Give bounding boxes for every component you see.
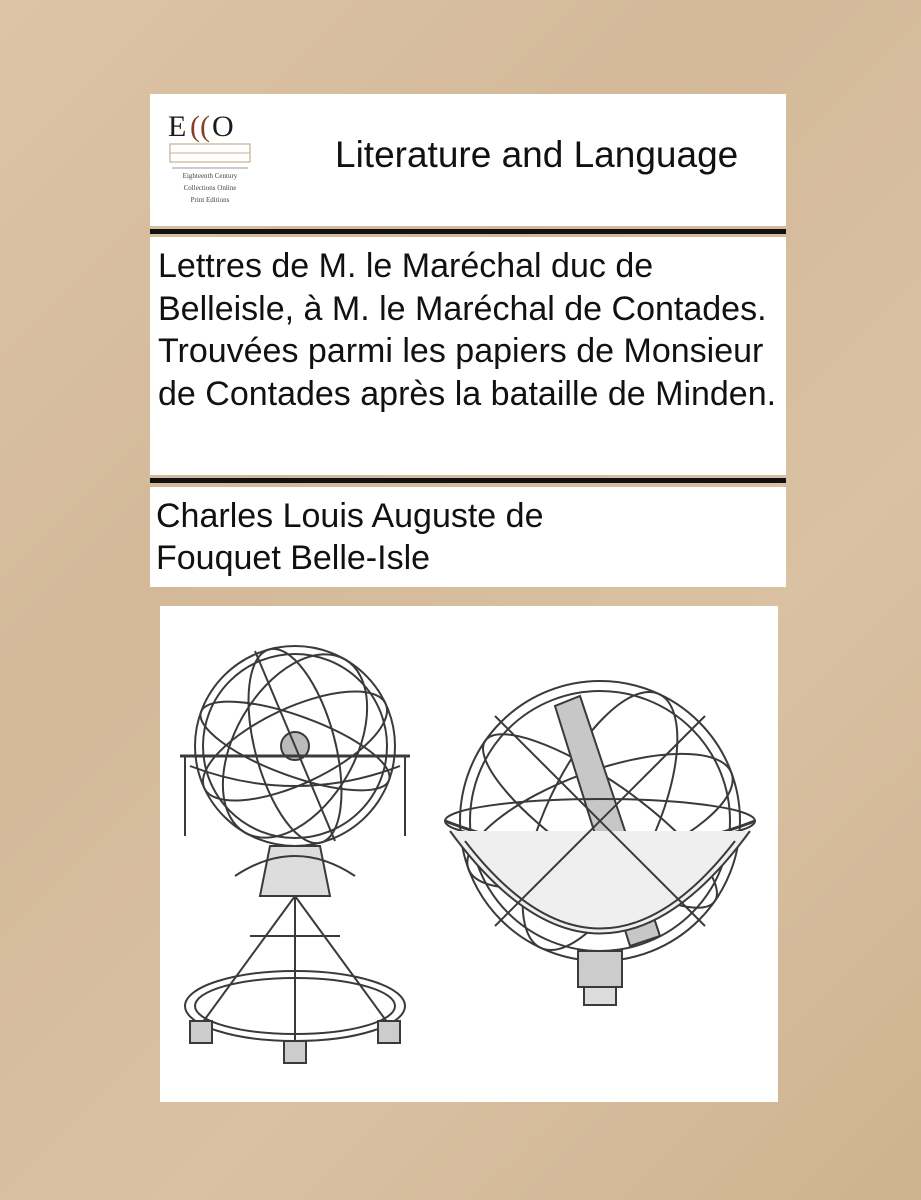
divider-rule	[150, 229, 786, 234]
illustration-panel	[160, 606, 778, 1102]
svg-text:((: ((	[190, 110, 210, 143]
book-author: Charles Louis Auguste de Fouquet Belle-Isle	[156, 497, 544, 577]
right-armillary-sphere	[445, 671, 755, 1005]
series-name: Literature and Language	[335, 134, 739, 175]
armillary-spheres-illustration	[160, 606, 778, 1102]
svg-text:E: E	[168, 110, 188, 143]
logo-caption-line-3: Print Editions	[190, 196, 230, 204]
book-title: Lettres de M. le Maréchal duc de Belleisle, à M. le Maréchal de Contades. Trouvées parmi les papiers de Monsieur de Contades après la bataille de Minden.	[158, 247, 777, 413]
title-panel	[150, 237, 786, 475]
author-panel	[150, 487, 786, 587]
ecco-logo	[162, 102, 262, 217]
logo-caption-line-2: Collections Online	[183, 184, 237, 192]
header-panel	[150, 94, 786, 226]
logo-caption-line-1: Eighteenth Century	[182, 172, 238, 180]
svg-text:O: O	[212, 110, 234, 143]
divider-rule	[150, 478, 786, 483]
left-armillary-sphere	[180, 629, 410, 1063]
